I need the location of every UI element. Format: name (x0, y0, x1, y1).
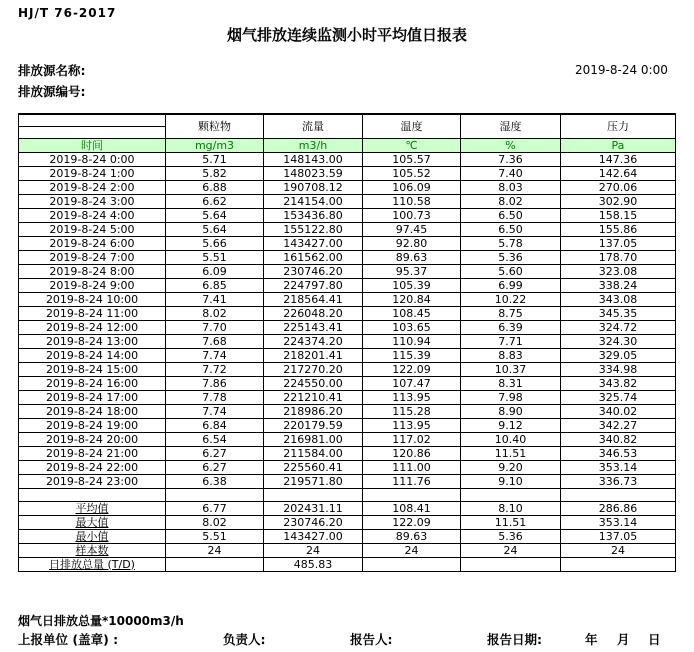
value-cell: 6.85 (166, 278, 264, 292)
value-cell: 5.36 (461, 250, 561, 264)
value-cell: 353.14 (561, 460, 676, 474)
value-cell: 324.30 (561, 334, 676, 348)
report-unit-label: 上报单位 (盖章) : (18, 632, 119, 647)
value-cell: 10.37 (461, 362, 561, 376)
spacer-cell (166, 488, 264, 501)
unit-pressure: Pa (561, 138, 676, 152)
unit-temperature: ℃ (363, 138, 461, 152)
value-cell: 106.09 (363, 180, 461, 194)
table-row (19, 474, 676, 488)
summary-value-cell: 143427.00 (264, 529, 363, 543)
value-cell: 5.60 (461, 264, 561, 278)
time-header: 时间 (19, 138, 166, 152)
value-cell: 143427.00 (264, 236, 363, 250)
summary-value-cell: 8.10 (461, 501, 561, 515)
summary-row (19, 543, 676, 557)
value-cell: 155.86 (561, 222, 676, 236)
summary-label-cell: 最大值 (19, 515, 166, 529)
time-cell: 2019-8-24 4:00 (19, 208, 166, 222)
table-row (19, 194, 676, 208)
value-cell: 155122.80 (264, 222, 363, 236)
column-header-flow: 流量 (264, 114, 363, 138)
value-cell: 225560.41 (264, 460, 363, 474)
value-cell: 214154.00 (264, 194, 363, 208)
time-cell: 2019-8-24 18:00 (19, 404, 166, 418)
value-cell: 218986.20 (264, 404, 363, 418)
year-label: 年 (585, 632, 598, 647)
value-cell: 224550.00 (264, 376, 363, 390)
time-header-bottom-cell (19, 126, 166, 138)
time-cell: 2019-8-24 5:00 (19, 222, 166, 236)
report-date-label: 报告日期: (487, 632, 542, 647)
summary-value-cell: 8.02 (166, 515, 264, 529)
time-cell: 2019-8-24 16:00 (19, 376, 166, 390)
table-row (19, 362, 676, 376)
unit-row (19, 138, 676, 152)
value-cell: 346.53 (561, 446, 676, 460)
spacer-cell (561, 488, 676, 501)
value-cell: 6.50 (461, 222, 561, 236)
spacer-row (19, 488, 676, 501)
value-cell: 137.05 (561, 236, 676, 250)
value-cell: 113.95 (363, 418, 461, 432)
responsible-label: 负责人: (223, 632, 266, 647)
value-cell: 120.84 (363, 292, 461, 306)
value-cell: 270.06 (561, 180, 676, 194)
table-row (19, 418, 676, 432)
table-row (19, 404, 676, 418)
value-cell: 329.05 (561, 348, 676, 362)
time-cell: 2019-8-24 3:00 (19, 194, 166, 208)
summary-value-cell (363, 557, 461, 571)
time-cell: 2019-8-24 11:00 (19, 306, 166, 320)
value-cell: 148023.59 (264, 166, 363, 180)
reporter-label: 报告人: (350, 632, 393, 647)
value-cell: 5.64 (166, 208, 264, 222)
time-cell: 2019-8-24 23:00 (19, 474, 166, 488)
time-cell: 2019-8-24 14:00 (19, 348, 166, 362)
value-cell: 224797.80 (264, 278, 363, 292)
value-cell: 9.10 (461, 474, 561, 488)
spacer-cell (19, 488, 166, 501)
value-cell: 9.12 (461, 418, 561, 432)
value-cell: 323.08 (561, 264, 676, 278)
value-cell: 6.50 (461, 208, 561, 222)
value-cell: 147.36 (561, 152, 676, 166)
table-row (19, 390, 676, 404)
time-cell: 2019-8-24 15:00 (19, 362, 166, 376)
column-header-pressure: 压力 (561, 114, 676, 138)
report-datetime: 2019-8-24 0:00 (575, 63, 668, 77)
value-cell: 5.82 (166, 166, 264, 180)
summary-value-cell: 89.63 (363, 529, 461, 543)
time-cell: 2019-8-24 8:00 (19, 264, 166, 278)
value-cell: 7.98 (461, 390, 561, 404)
value-cell: 105.52 (363, 166, 461, 180)
value-cell: 7.41 (166, 292, 264, 306)
day-label: 日 (648, 632, 661, 647)
summary-value-cell (561, 557, 676, 571)
time-cell: 2019-8-24 10:00 (19, 292, 166, 306)
summary-value-cell: 6.77 (166, 501, 264, 515)
value-cell: 216981.00 (264, 432, 363, 446)
summary-value-cell: 24 (363, 543, 461, 557)
spacer-cell (264, 488, 363, 501)
time-cell: 2019-8-24 12:00 (19, 320, 166, 334)
time-cell: 2019-8-24 17:00 (19, 390, 166, 404)
value-cell: 10.40 (461, 432, 561, 446)
value-cell: 103.65 (363, 320, 461, 334)
month-label: 月 (617, 632, 630, 647)
summary-label-cell: 样本数 (19, 543, 166, 557)
summary-value-cell: 24 (461, 543, 561, 557)
time-cell: 2019-8-24 9:00 (19, 278, 166, 292)
value-cell: 6.99 (461, 278, 561, 292)
value-cell: 97.45 (363, 222, 461, 236)
value-cell: 111.00 (363, 460, 461, 474)
summary-value-cell: 5.51 (166, 529, 264, 543)
value-cell: 221210.41 (264, 390, 363, 404)
time-cell: 2019-8-24 1:00 (19, 166, 166, 180)
table-row (19, 278, 676, 292)
column-header-particulate: 颗粒物 (166, 114, 264, 138)
value-cell: 115.28 (363, 404, 461, 418)
value-cell: 340.82 (561, 432, 676, 446)
value-cell: 336.73 (561, 474, 676, 488)
value-cell: 5.71 (166, 152, 264, 166)
value-cell: 211584.00 (264, 446, 363, 460)
value-cell: 153436.80 (264, 208, 363, 222)
value-cell: 110.94 (363, 334, 461, 348)
summary-value-cell: 108.41 (363, 501, 461, 515)
time-cell: 2019-8-24 13:00 (19, 334, 166, 348)
summary-value-cell: 11.51 (461, 515, 561, 529)
value-cell: 5.78 (461, 236, 561, 250)
value-cell: 7.86 (166, 376, 264, 390)
summary-row (19, 529, 676, 543)
summary-label-cell: 平均值 (19, 501, 166, 515)
summary-label-cell: 最小值 (19, 529, 166, 543)
time-cell: 2019-8-24 21:00 (19, 446, 166, 460)
value-cell: 11.51 (461, 446, 561, 460)
value-cell: 7.68 (166, 334, 264, 348)
value-cell: 8.90 (461, 404, 561, 418)
summary-value-cell: 485.83 (264, 557, 363, 571)
value-cell: 6.38 (166, 474, 264, 488)
table-row (19, 376, 676, 390)
value-cell: 7.72 (166, 362, 264, 376)
summary-row (19, 501, 676, 515)
total-emission-note: 烟气日排放总量*10000m3/h (18, 614, 184, 628)
value-cell: 7.74 (166, 348, 264, 362)
value-cell: 338.24 (561, 278, 676, 292)
value-cell: 8.02 (461, 194, 561, 208)
value-cell: 95.37 (363, 264, 461, 278)
value-cell: 120.86 (363, 446, 461, 460)
value-cell: 161562.00 (264, 250, 363, 264)
value-cell: 6.88 (166, 180, 264, 194)
time-cell: 2019-8-24 20:00 (19, 432, 166, 446)
value-cell: 325.74 (561, 390, 676, 404)
value-cell: 7.40 (461, 166, 561, 180)
summary-value-cell: 137.05 (561, 529, 676, 543)
value-cell: 148143.00 (264, 152, 363, 166)
value-cell: 7.74 (166, 404, 264, 418)
table-row (19, 250, 676, 264)
value-cell: 117.02 (363, 432, 461, 446)
value-cell: 224374.20 (264, 334, 363, 348)
value-cell: 6.62 (166, 194, 264, 208)
column-header-humidity: 湿度 (461, 114, 561, 138)
table-row (19, 320, 676, 334)
source-name-label: 排放源名称: (18, 63, 86, 78)
unit-flow: m3/h (264, 138, 363, 152)
value-cell: 8.31 (461, 376, 561, 390)
value-cell: 100.73 (363, 208, 461, 222)
table-row (19, 432, 676, 446)
value-cell: 105.57 (363, 152, 461, 166)
value-cell: 6.54 (166, 432, 264, 446)
table-row (19, 348, 676, 362)
spacer-cell (461, 488, 561, 501)
summary-value-cell: 286.86 (561, 501, 676, 515)
table-row (19, 222, 676, 236)
summary-value-cell (461, 557, 561, 571)
value-cell: 226048.20 (264, 306, 363, 320)
value-cell: 89.63 (363, 250, 461, 264)
value-cell: 115.39 (363, 348, 461, 362)
summary-value-cell (166, 557, 264, 571)
value-cell: 6.27 (166, 446, 264, 460)
signature-row (0, 630, 694, 648)
value-cell: 6.39 (461, 320, 561, 334)
page-title: 烟气排放连续监测小时平均值日报表 (226, 26, 467, 44)
value-cell: 218564.41 (264, 292, 363, 306)
unit-humidity: % (461, 138, 561, 152)
value-cell: 5.51 (166, 250, 264, 264)
value-cell: 343.82 (561, 376, 676, 390)
table-row (19, 334, 676, 348)
summary-value-cell: 122.09 (363, 515, 461, 529)
value-cell: 220179.59 (264, 418, 363, 432)
time-cell: 2019-8-24 0:00 (19, 152, 166, 166)
value-cell: 6.27 (166, 460, 264, 474)
value-cell: 113.95 (363, 390, 461, 404)
summary-row (19, 515, 676, 529)
column-header-temperature: 温度 (363, 114, 461, 138)
summary-value-cell: 353.14 (561, 515, 676, 529)
value-cell: 334.98 (561, 362, 676, 376)
value-cell: 8.02 (166, 306, 264, 320)
table-row (19, 292, 676, 306)
value-cell: 8.83 (461, 348, 561, 362)
summary-value-cell: 24 (264, 543, 363, 557)
value-cell: 158.15 (561, 208, 676, 222)
value-cell: 111.76 (363, 474, 461, 488)
value-cell: 324.72 (561, 320, 676, 334)
table-row (19, 236, 676, 250)
value-cell: 218201.41 (264, 348, 363, 362)
table-row (19, 208, 676, 222)
value-cell: 5.66 (166, 236, 264, 250)
value-cell: 6.84 (166, 418, 264, 432)
value-cell: 10.22 (461, 292, 561, 306)
value-cell: 7.36 (461, 152, 561, 166)
value-cell: 7.71 (461, 334, 561, 348)
value-cell: 225143.41 (264, 320, 363, 334)
value-cell: 5.64 (166, 222, 264, 236)
time-cell: 2019-8-24 6:00 (19, 236, 166, 250)
source-code-label: 排放源编号: (18, 84, 86, 99)
standard-code: HJ/T 76-2017 (18, 6, 117, 20)
summary-row (19, 557, 676, 571)
table-row (19, 446, 676, 460)
time-header-top-cell (19, 114, 166, 126)
report-table (18, 113, 676, 572)
summary-value-cell: 24 (561, 543, 676, 557)
value-cell: 340.02 (561, 404, 676, 418)
table-row (19, 264, 676, 278)
value-cell: 110.58 (363, 194, 461, 208)
value-cell: 178.70 (561, 250, 676, 264)
spacer-cell (363, 488, 461, 501)
value-cell: 142.64 (561, 166, 676, 180)
value-cell: 230746.20 (264, 264, 363, 278)
value-cell: 343.08 (561, 292, 676, 306)
time-cell: 2019-8-24 19:00 (19, 418, 166, 432)
value-cell: 8.03 (461, 180, 561, 194)
value-cell: 302.90 (561, 194, 676, 208)
time-cell: 2019-8-24 2:00 (19, 180, 166, 194)
value-cell: 6.09 (166, 264, 264, 278)
table-row (19, 306, 676, 320)
value-cell: 8.75 (461, 306, 561, 320)
summary-label-cell: 日排放总量 (T/D) (19, 557, 166, 571)
time-cell: 2019-8-24 7:00 (19, 250, 166, 264)
value-cell: 342.27 (561, 418, 676, 432)
value-cell: 7.78 (166, 390, 264, 404)
table-row (19, 166, 676, 180)
value-cell: 108.45 (363, 306, 461, 320)
value-cell: 105.39 (363, 278, 461, 292)
summary-value-cell: 24 (166, 543, 264, 557)
summary-value-cell: 230746.20 (264, 515, 363, 529)
value-cell: 9.20 (461, 460, 561, 474)
value-cell: 7.70 (166, 320, 264, 334)
value-cell: 190708.12 (264, 180, 363, 194)
value-cell: 122.09 (363, 362, 461, 376)
value-cell: 92.80 (363, 236, 461, 250)
value-cell: 107.47 (363, 376, 461, 390)
value-cell: 219571.80 (264, 474, 363, 488)
table-row (19, 180, 676, 194)
table-row (19, 460, 676, 474)
table-row (19, 152, 676, 166)
unit-particulate: mg/m3 (166, 138, 264, 152)
value-cell: 217270.20 (264, 362, 363, 376)
summary-value-cell: 202431.11 (264, 501, 363, 515)
time-cell: 2019-8-24 22:00 (19, 460, 166, 474)
value-cell: 345.35 (561, 306, 676, 320)
summary-value-cell: 5.36 (461, 529, 561, 543)
header-row-top (19, 114, 676, 126)
